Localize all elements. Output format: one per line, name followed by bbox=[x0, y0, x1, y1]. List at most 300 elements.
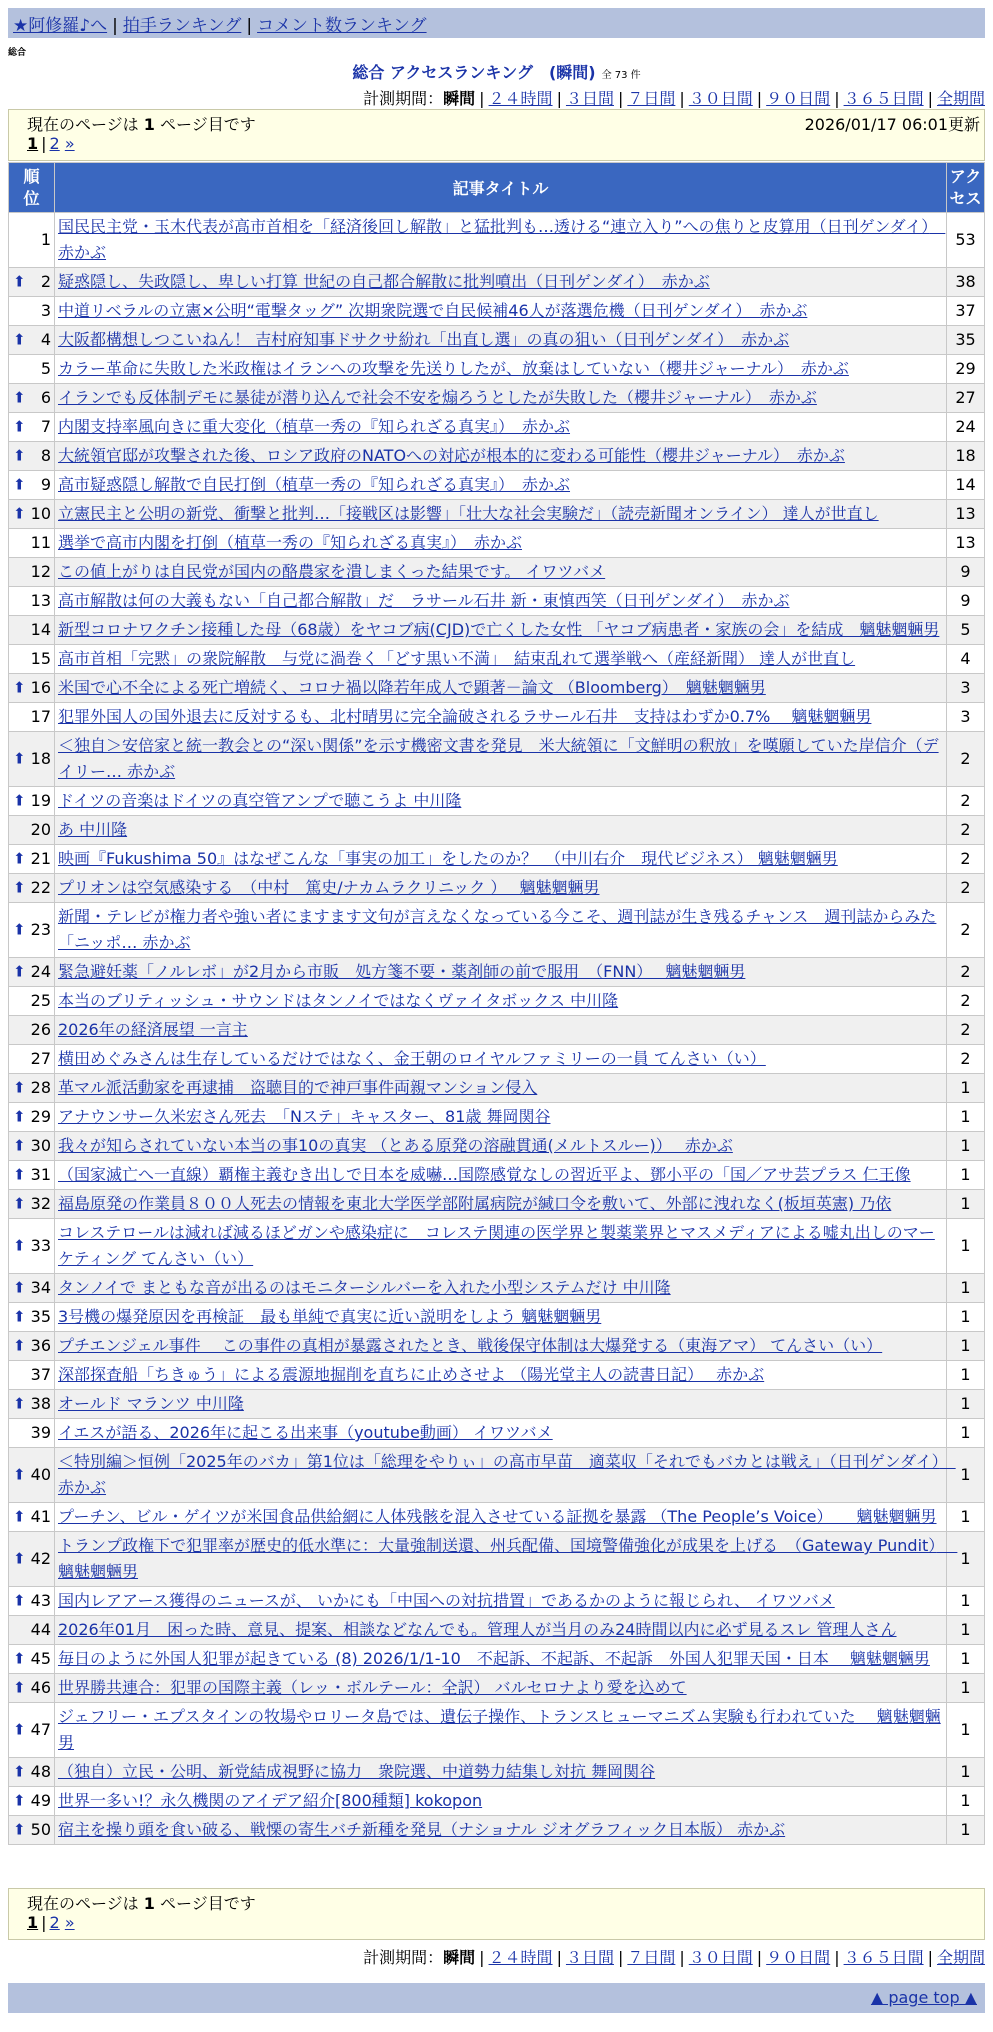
title-cell bbox=[55, 787, 947, 816]
article-link[interactable]: 中道リベラルの立憲×公明“電撃タッグ” 次期衆院選で自民候補46人が落選危機（日刊ゲンダイ） 赤かぶ bbox=[58, 301, 808, 320]
access-count: 18 bbox=[947, 442, 985, 471]
table-row bbox=[9, 471, 985, 500]
article-link[interactable]: 新型コロナワクチン接種した母（68歳）をヤコブ病(CJD)で亡くした女性 「ヤコブ病患者・家族の会」を結成 魑魅魍魎男 bbox=[58, 620, 940, 639]
arrow-up-icon: ⬆ bbox=[13, 1336, 26, 1355]
arrow-up-icon: ⬆ bbox=[13, 749, 26, 768]
title-cell bbox=[55, 213, 947, 268]
rank-number: 21 bbox=[30, 849, 51, 868]
table-row bbox=[9, 500, 985, 529]
table-row bbox=[9, 1361, 985, 1390]
period-link-5[interactable]: ３６５日間 bbox=[843, 89, 924, 108]
title-cell bbox=[55, 987, 947, 1016]
title-cell bbox=[55, 1787, 947, 1816]
period-link-0[interactable]: ２４時間 bbox=[488, 89, 553, 108]
rank-cell bbox=[9, 297, 55, 326]
rank-number: 8 bbox=[40, 446, 51, 465]
article-link[interactable]: カラー革命に失敗した米政権はイランへの攻撃を先送りしたが、放棄はしていない（櫻井ジャーナル） 赤かぶ bbox=[58, 359, 849, 378]
current-page-number: 1 bbox=[143, 115, 155, 134]
rank-cell bbox=[9, 1703, 55, 1758]
rank-number: 40 bbox=[30, 1465, 51, 1484]
rank-number: 27 bbox=[30, 1049, 51, 1068]
article-link[interactable]: 福島原発の作業員８００人死去の情報を東北大学医学部附属病院が緘口令を敷いて、外部に洩れなく(板垣英憲) 乃依 bbox=[58, 1194, 892, 1213]
title-cell bbox=[55, 1074, 947, 1103]
access-count: 1 bbox=[947, 1390, 985, 1419]
rank-cell bbox=[9, 958, 55, 987]
rank-cell bbox=[9, 1190, 55, 1219]
current-page-number: 1 bbox=[143, 1894, 155, 1913]
article-link[interactable]: 米国で心不全による死亡増続く、コロナ禍以降若年成人で顕著－論文 （Bloomberg） 魑魅魍魎男 bbox=[58, 678, 766, 697]
title-cell bbox=[55, 1190, 947, 1219]
access-count: 1 bbox=[947, 1219, 985, 1274]
rank-cell bbox=[9, 903, 55, 958]
rank-cell bbox=[9, 1219, 55, 1274]
table-row bbox=[9, 1787, 985, 1816]
rank-number: 32 bbox=[30, 1194, 51, 1213]
rank-number: 43 bbox=[30, 1591, 51, 1610]
rank-cell bbox=[9, 355, 55, 384]
title-cell bbox=[55, 1016, 947, 1045]
access-count: 38 bbox=[947, 268, 985, 297]
access-count: 9 bbox=[947, 587, 985, 616]
access-count: 1 bbox=[947, 1587, 985, 1616]
title-cell bbox=[55, 958, 947, 987]
rank-cell bbox=[9, 674, 55, 703]
title-cell bbox=[55, 384, 947, 413]
article-link[interactable]: 新聞・テレビが権力者や強い者にますます文句が言えなくなっている今こそ、週刊誌が生き残るチャンス 週刊誌からみた「ニッポ… 赤かぶ bbox=[58, 907, 937, 952]
table-row bbox=[9, 958, 985, 987]
period-link-4[interactable]: ９０日間 bbox=[766, 89, 831, 108]
table-row bbox=[9, 1074, 985, 1103]
title-cell bbox=[55, 1103, 947, 1132]
arrow-up-icon: ⬆ bbox=[13, 1194, 26, 1213]
access-count: 1 bbox=[947, 1758, 985, 1787]
rank-cell bbox=[9, 1390, 55, 1419]
article-link[interactable]: この値上がりは自民党が国内の酪農家を潰しまくった結果です。 イワツバメ bbox=[58, 562, 606, 581]
table-row bbox=[9, 268, 985, 297]
article-link[interactable]: 高市首相「完黙」の衆院解散 与党に渦巻く「どす黒い不満」 結束乱れて選挙戦へ（産経新聞） 達人が世直し bbox=[58, 649, 856, 668]
table-row bbox=[9, 1616, 985, 1645]
rank-cell bbox=[9, 845, 55, 874]
article-link[interactable]: 選挙で高市内閣を打倒（植草一秀の『知られざる真実』） 赤かぶ bbox=[58, 533, 523, 552]
title-cell bbox=[55, 297, 947, 326]
article-link[interactable]: イランでも反体制デモに暴徒が潜り込んで社会不安を煽ろうとしたが失敗した（櫻井ジャーナル） 赤かぶ bbox=[58, 388, 817, 407]
access-count: 9 bbox=[947, 558, 985, 587]
title-cell bbox=[55, 1532, 958, 1587]
access-count: 4 bbox=[947, 645, 985, 674]
access-count: 2 bbox=[947, 816, 985, 845]
article-link[interactable]: 国民民主党・玉木代表が高市首相を「経済後回し解散」と猛批判も…透ける“連立入り”への焦りと皮算用（日刊ゲンダイ） 赤かぶ bbox=[58, 217, 946, 262]
article-link[interactable]: トランプ政権下で犯罪率が歴史的低水準に：大量強制送還、州兵配備、国境警備強化が成果を上げる （Gateway Pundit） 魑魅魍魎男 bbox=[58, 1536, 958, 1581]
article-link[interactable]: 3号機の爆発原因を再検証 最も単純で真実に近い説明をしよう 魑魅魍魎男 bbox=[58, 1307, 602, 1326]
access-count: 1 bbox=[947, 1074, 985, 1103]
article-link[interactable]: ジェフリー・エプスタインの牧場やロリータ島では、遺伝子操作、トランスヒューマニズム実験も行われていた 魑魅魍魎男 bbox=[58, 1707, 941, 1752]
arrow-up-icon: ⬆ bbox=[13, 1762, 26, 1781]
pager-next-arrow[interactable]: » bbox=[64, 134, 75, 153]
table-row bbox=[9, 1390, 985, 1419]
title-cell bbox=[55, 645, 947, 674]
rank-cell bbox=[9, 1132, 55, 1161]
rank-number: 41 bbox=[30, 1507, 51, 1526]
access-count: 2 bbox=[947, 958, 985, 987]
article-link[interactable]: 犯罪外国人の国外退去に反対するも、北村晴男に完全論破されるラサール石井 支持はわずか0.7% 魑魅魍魎男 bbox=[58, 707, 872, 726]
title-cell bbox=[55, 529, 947, 558]
table-row bbox=[9, 1303, 985, 1332]
rank-cell bbox=[9, 1332, 55, 1361]
access-count: 13 bbox=[947, 500, 985, 529]
title-cell bbox=[55, 587, 947, 616]
comment-ranking-link[interactable]: コメント数ランキング bbox=[257, 16, 427, 36]
rank-header bbox=[9, 163, 55, 213]
table-row bbox=[9, 1419, 985, 1448]
home-link[interactable]: ★阿修羅♪へ bbox=[13, 16, 108, 36]
access-header bbox=[947, 163, 985, 213]
rank-cell bbox=[9, 1274, 55, 1303]
arrow-up-icon: ⬆ bbox=[13, 1591, 26, 1610]
table-row bbox=[9, 1448, 985, 1503]
article-link[interactable]: 立憲民主と公明の新党、衝撃と批判…「接戦区は影響」「壮大な社会実験だ」（読売新聞オンライン） 達人が世直し bbox=[58, 504, 879, 523]
arrow-up-icon: ⬆ bbox=[13, 1236, 26, 1255]
period-link-1[interactable]: ３日間 bbox=[565, 89, 614, 108]
rank-number: 16 bbox=[30, 678, 51, 697]
current-page-line bbox=[9, 110, 984, 134]
access-count: 2 bbox=[947, 732, 985, 787]
access-count: 1 bbox=[947, 1787, 985, 1816]
period-separator: | bbox=[479, 89, 485, 108]
rank-cell bbox=[9, 732, 55, 787]
period-link-2[interactable]: ７日間 bbox=[627, 89, 676, 108]
table-row bbox=[9, 297, 985, 326]
arrow-up-icon: ⬆ bbox=[13, 1307, 26, 1326]
rank-number: 20 bbox=[30, 820, 51, 839]
access-count: 29 bbox=[947, 355, 985, 384]
table-row bbox=[9, 1645, 985, 1674]
table-row bbox=[9, 845, 985, 874]
period-separator: | bbox=[756, 1948, 763, 1967]
rank-cell bbox=[9, 616, 55, 645]
rank-number: 31 bbox=[30, 1165, 51, 1184]
rank-number: 28 bbox=[30, 1078, 51, 1097]
rank-number: 48 bbox=[30, 1762, 51, 1781]
article-link[interactable]: 2026年01月 困った時、意見、提案、相談などなんでも。管理人が当月のみ24時間以内に必ず見るスレ 管理人さん bbox=[58, 1620, 897, 1639]
pager-separator: | bbox=[41, 134, 47, 153]
rank-cell bbox=[9, 1448, 55, 1503]
rank-number: 4 bbox=[40, 330, 51, 349]
rank-number: 17 bbox=[30, 707, 51, 726]
arrow-up-icon: ⬆ bbox=[13, 1549, 26, 1568]
article-link[interactable]: プーチン、ビル・ゲイツが米国食品供給網に人体残骸を混入させている証拠を暴露 （The People’s Voice） 魑魅魍魎男 bbox=[58, 1507, 937, 1526]
table-row bbox=[9, 903, 985, 958]
access-count: 1 bbox=[947, 1303, 985, 1332]
rank-cell bbox=[9, 1645, 55, 1674]
title-cell bbox=[55, 442, 947, 471]
period-link-1[interactable]: ３日間 bbox=[565, 1948, 614, 1967]
rank-number: 9 bbox=[40, 475, 51, 494]
rank-number: 22 bbox=[30, 878, 51, 897]
rank-number: 13 bbox=[30, 591, 51, 610]
rank-number: 3 bbox=[40, 301, 51, 320]
title-cell bbox=[55, 1274, 947, 1303]
table-row bbox=[9, 874, 985, 903]
pager-page-2[interactable]: 2 bbox=[49, 134, 60, 153]
current-page-line bbox=[9, 1889, 984, 1913]
ranking-table bbox=[8, 162, 985, 1845]
article-link[interactable]: 世界勝共連合：犯罪の国際主義（レッ・ボルテール：全訳） バルセロナより愛を込めて bbox=[58, 1678, 687, 1697]
arrow-up-icon: ⬆ bbox=[13, 878, 26, 897]
table-row bbox=[9, 213, 985, 268]
access-count: 2 bbox=[947, 903, 985, 958]
arrow-up-icon: ⬆ bbox=[13, 920, 26, 939]
access-count: 2 bbox=[947, 1045, 985, 1074]
rank-number: 35 bbox=[30, 1307, 51, 1326]
period-link-4[interactable]: ９０日間 bbox=[766, 1948, 831, 1967]
rank-cell bbox=[9, 326, 55, 355]
period-link-5[interactable]: ３６５日間 bbox=[843, 1948, 924, 1967]
table-row bbox=[9, 587, 985, 616]
access-count: 1 bbox=[947, 1103, 985, 1132]
article-link[interactable]: ＜特別編＞恒例「2025年のバカ」第1位は「総理をやりぃ」の高市早苗 適菜収「それでもバカとは戦え」（日刊ゲンダイ） 赤かぶ bbox=[58, 1452, 956, 1497]
period-separator: | bbox=[834, 1948, 840, 1967]
period-separator: | bbox=[679, 89, 685, 108]
rank-number: 49 bbox=[30, 1791, 51, 1810]
access-count: 14 bbox=[947, 471, 985, 500]
rank-number: 33 bbox=[30, 1236, 51, 1255]
current-page-text: 現在のページは bbox=[27, 115, 144, 134]
title-cell bbox=[55, 1219, 947, 1274]
table-row bbox=[9, 1274, 985, 1303]
period-separator: | bbox=[617, 1948, 624, 1967]
period-label: 計測期間： bbox=[363, 89, 444, 108]
rank-number: 11 bbox=[30, 533, 51, 552]
title-cell bbox=[55, 1132, 947, 1161]
arrow-up-icon: ⬆ bbox=[13, 962, 26, 981]
rank-number: 24 bbox=[30, 962, 51, 981]
rank-cell bbox=[9, 1103, 55, 1132]
clap-ranking-link[interactable]: 拍手ランキング bbox=[122, 16, 242, 36]
rank-cell bbox=[9, 703, 55, 732]
period-separator: | bbox=[617, 89, 624, 108]
rank-number: 39 bbox=[30, 1423, 51, 1442]
article-link[interactable]: ＜独自＞安倍家と統一教会との“深い関係”を示す機密文書を発見 米大統領に「文鮮明の釈放」を嘆願していた岸信介（デイリー… 赤かぶ bbox=[58, 736, 939, 781]
period-link-3[interactable]: ３０日間 bbox=[688, 1948, 753, 1967]
arrow-up-icon: ⬆ bbox=[13, 1078, 26, 1097]
period-label: 計測期間： bbox=[363, 1948, 444, 1967]
access-count: 1 bbox=[947, 1190, 985, 1219]
access-count: 3 bbox=[947, 674, 985, 703]
access-count: 2 bbox=[947, 845, 985, 874]
title-cell bbox=[55, 268, 947, 297]
rank-number: 38 bbox=[30, 1394, 51, 1413]
rank-cell bbox=[9, 1161, 55, 1190]
access-count: 53 bbox=[947, 213, 985, 268]
bottom-nav bbox=[8, 1983, 985, 2013]
period-link-6[interactable]: 全期間 bbox=[936, 89, 985, 108]
rank-number: 19 bbox=[30, 791, 51, 810]
status-panel-bottom bbox=[8, 1888, 985, 1940]
rank-number: 23 bbox=[30, 920, 51, 939]
title-cell bbox=[55, 326, 947, 355]
rank-header-label: 順 位 bbox=[23, 166, 40, 208]
article-link[interactable]: 宿主を操り頭を食い破る、戦慄の寄生バチ新種を発見（ナショナル ジオグラフィック日本版） 赤かぶ bbox=[58, 1820, 786, 1839]
rank-number: 2 bbox=[40, 272, 51, 291]
article-link[interactable]: 我々が知らされていない本当の事10の真実 （とある原発の溶融貫通(メルトスルー)） 赤かぶ bbox=[58, 1136, 733, 1155]
article-link[interactable]: 緊急避妊薬「ノルレボ」が2月から市販 処方箋不要・薬剤師の前で服用 （FNN） 魑魅魍魎男 bbox=[58, 962, 746, 981]
arrow-up-icon: ⬆ bbox=[13, 791, 26, 810]
title-cell bbox=[55, 1816, 947, 1845]
pager-current-number: 1 bbox=[27, 134, 39, 153]
pager-page-2[interactable]: 2 bbox=[49, 1913, 60, 1932]
arrow-up-icon: ⬆ bbox=[13, 1107, 26, 1126]
rank-number: 25 bbox=[30, 991, 51, 1010]
article-link[interactable]: コレステロールは減れば減るほどガンや感染症に コレステ関連の医学界と製薬業界とマスメディアによる嘘丸出しのマーケティング てんさい（い） bbox=[58, 1223, 935, 1268]
table-row bbox=[9, 732, 985, 787]
title-cell bbox=[55, 703, 947, 732]
article-link[interactable]: 大統領官邸が攻撃された後、ロシア政府のNATOへの対応が根本的に変わる可能性（櫻井ジャーナル） 赤かぶ bbox=[58, 446, 845, 465]
rank-cell bbox=[9, 1674, 55, 1703]
title-cell bbox=[55, 1161, 947, 1190]
ranking-title: 総合 アクセスランキング (瞬間) bbox=[352, 63, 596, 82]
rank-number: 18 bbox=[30, 749, 51, 768]
access-count: 1 bbox=[947, 1161, 985, 1190]
period-separator: | bbox=[927, 1948, 933, 1967]
article-link[interactable]: 映画『Fukushima 50』はなぜこんな「事実の加工」をしたのか？ （中川右介 現代ビジネス） 魑魅魍魎男 bbox=[58, 849, 838, 868]
rank-number: 44 bbox=[30, 1620, 51, 1639]
article-link[interactable]: （独自）立民・公明、新党結成視野に協力 衆院選、中道勢力結集し対抗 舞岡関谷 bbox=[58, 1762, 656, 1781]
title-cell bbox=[55, 1674, 947, 1703]
title-cell bbox=[55, 1703, 947, 1758]
title-cell bbox=[55, 903, 947, 958]
article-link[interactable]: 革マル派活動家を再逮捕 盗聴目的で神戸事件両親マンション侵入 bbox=[58, 1078, 538, 1097]
table-row bbox=[9, 384, 985, 413]
rank-cell bbox=[9, 442, 55, 471]
article-link[interactable]: （国家滅亡へ一直線）覇権主義むき出しで日本を威嚇…国際感覚なしの習近平よ、鄧小平の「国／アサ芸プラス 仁王像 bbox=[58, 1165, 911, 1184]
access-count: 1 bbox=[947, 1503, 985, 1532]
rank-cell bbox=[9, 384, 55, 413]
table-row bbox=[9, 674, 985, 703]
pager-next-arrow[interactable]: » bbox=[64, 1913, 75, 1932]
rank-cell bbox=[9, 471, 55, 500]
period-link-3[interactable]: ３０日間 bbox=[688, 89, 753, 108]
article-link[interactable]: タンノイで まともな音が出るのはモニターシルバーを入れた小型システムだけ 中川隆 bbox=[58, 1278, 671, 1297]
article-link[interactable]: オールド マランツ 中川隆 bbox=[58, 1394, 244, 1413]
period-link-0[interactable]: ２４時間 bbox=[488, 1948, 553, 1967]
rank-cell bbox=[9, 500, 55, 529]
table-row bbox=[9, 1045, 985, 1074]
table-row bbox=[9, 1816, 985, 1845]
access-count: 1 bbox=[947, 1132, 985, 1161]
table-row bbox=[9, 1332, 985, 1361]
table-row bbox=[9, 1503, 985, 1532]
arrow-up-icon: ⬆ bbox=[13, 330, 26, 349]
article-link[interactable]: イエスが語る、2026年に起こる出来事（youtube動画） イワツバメ bbox=[58, 1423, 553, 1442]
rank-cell bbox=[9, 1045, 55, 1074]
article-link[interactable]: アナウンサー久米宏さん死去 「Nステ」キャスター、81歳 舞岡関谷 bbox=[58, 1107, 551, 1126]
category-label: 総合 bbox=[8, 48, 27, 58]
rank-cell bbox=[9, 1787, 55, 1816]
table-row bbox=[9, 1758, 985, 1787]
period-link-6[interactable]: 全期間 bbox=[936, 1948, 985, 1967]
article-link[interactable]: 疑惑隠し、失政隠し、卑しい打算 世紀の自己都合解散に批判噴出（日刊ゲンダイ） 赤かぶ bbox=[58, 272, 710, 291]
rank-number: 26 bbox=[30, 1020, 51, 1039]
pager bbox=[9, 134, 984, 158]
article-link[interactable]: 世界一多い!？永久機関のアイデア紹介[800種類] kokopon bbox=[58, 1791, 483, 1810]
arrow-up-icon: ⬆ bbox=[13, 475, 26, 494]
title-cell bbox=[55, 355, 947, 384]
table-row bbox=[9, 703, 985, 732]
article-link[interactable]: プチエンジェル事件 この事件の真相が暴露されたとき、戦後保守体制は大爆発する（東海アマ） てんさい（い） bbox=[58, 1336, 883, 1355]
period-selector bbox=[363, 86, 985, 109]
updated-timestamp: 2026/01/17 06:01更新 bbox=[804, 115, 980, 134]
title-cell bbox=[55, 1587, 947, 1616]
arrow-up-icon: ⬆ bbox=[13, 1720, 26, 1739]
article-link[interactable]: 2026年の経済展望 一言主 bbox=[58, 1020, 248, 1039]
article-link[interactable]: 高市疑惑隠し解散で自民打倒（植草一秀の『知られざる真実』） 赤かぶ bbox=[58, 475, 571, 494]
rank-cell bbox=[9, 268, 55, 297]
article-link[interactable]: ドイツの音楽はドイツの真空管アンプで聴こうよ 中川隆 bbox=[58, 791, 462, 810]
rank-cell bbox=[9, 529, 55, 558]
period-separator: | bbox=[756, 89, 763, 108]
article-link[interactable]: 本当のブリティッシュ・サウンドはタンノイではなくヴァイタボックス 中川隆 bbox=[58, 991, 619, 1010]
arrow-up-icon: ⬆ bbox=[13, 1278, 26, 1297]
title-cell bbox=[55, 845, 947, 874]
access-count: 27 bbox=[947, 384, 985, 413]
period-separator: | bbox=[834, 89, 840, 108]
title-cell bbox=[55, 816, 947, 845]
rank-number: 30 bbox=[30, 1136, 51, 1155]
period-link-2[interactable]: ７日間 bbox=[627, 1948, 676, 1967]
pager-current bbox=[27, 1913, 38, 1932]
arrow-up-icon: ⬆ bbox=[13, 1791, 26, 1810]
period-separator: | bbox=[556, 1948, 562, 1967]
access-count: 1 bbox=[947, 1674, 985, 1703]
article-link[interactable]: 内閣支持率風向きに重大変化（植草一秀の『知られざる真実』） 赤かぶ bbox=[58, 417, 571, 436]
title-cell bbox=[55, 1303, 947, 1332]
period-selector-bottom bbox=[363, 1945, 985, 1968]
access-count: 5 bbox=[947, 616, 985, 645]
table-row bbox=[9, 413, 985, 442]
rank-cell bbox=[9, 1303, 55, 1332]
article-link[interactable]: プリオンは空気感染する （中村 篤史/ナカムラクリニック ） 魑魅魍魎男 bbox=[58, 878, 600, 897]
current-page-suffix: ページ目です bbox=[154, 1894, 256, 1913]
article-link[interactable]: 深部探査船「ちきゅう」による震源地掘削を直ちに止めさせよ （陽光堂主人の読書日記） 赤かぶ bbox=[58, 1365, 765, 1384]
access-count: 37 bbox=[947, 297, 985, 326]
article-link[interactable]: 横田めぐみさんは生存しているだけではなく、金王朝のロイヤルファミリーの一員 てんさい（い） bbox=[58, 1049, 766, 1068]
table-row bbox=[9, 326, 985, 355]
rank-number: 5 bbox=[40, 359, 51, 378]
arrow-up-icon: ⬆ bbox=[13, 849, 26, 868]
article-link[interactable]: 大阪都構想しつこいねん！ 吉村府知事ドサクサ紛れ「出直し選」の真の狙い（日刊ゲンダイ） 赤かぶ bbox=[58, 330, 790, 349]
arrow-up-icon: ⬆ bbox=[13, 1394, 26, 1413]
pager-current bbox=[27, 134, 38, 153]
current-page-suffix: ページ目です bbox=[154, 115, 256, 134]
article-link[interactable]: 毎日のように外国人犯罪が起きている (8) 2026/1/1-10 不起訴、不起訴、不起訴 外国人犯罪天国・日本 魑魅魍魎男 bbox=[58, 1649, 930, 1668]
access-count: 1 bbox=[947, 1645, 985, 1674]
article-link[interactable]: 高市解散は何の大義もない「自己都合解散」だ ラサール石井 新・東慎西笑（日刊ゲンダイ） 赤かぶ bbox=[58, 591, 790, 610]
access-count: 2 bbox=[947, 787, 985, 816]
rank-number: 37 bbox=[30, 1365, 51, 1384]
article-link[interactable]: あ 中川隆 bbox=[58, 820, 128, 839]
title-cell bbox=[55, 500, 947, 529]
rank-cell bbox=[9, 1074, 55, 1103]
rank-number: 14 bbox=[30, 620, 51, 639]
title-cell bbox=[55, 1758, 947, 1787]
title-cell bbox=[55, 1645, 947, 1674]
article-link[interactable]: 国内レアアース獲得のニュースが、 いかにも「中国への対抗措置」であるかのように報じられ、 イワツバメ bbox=[58, 1591, 835, 1610]
pager-separator: | bbox=[41, 1913, 47, 1932]
arrow-up-icon: ⬆ bbox=[13, 504, 26, 523]
status-panel bbox=[8, 109, 985, 161]
page-top-link[interactable]: ▲ page top ▲ bbox=[870, 1988, 977, 2007]
rank-number: 12 bbox=[30, 562, 51, 581]
